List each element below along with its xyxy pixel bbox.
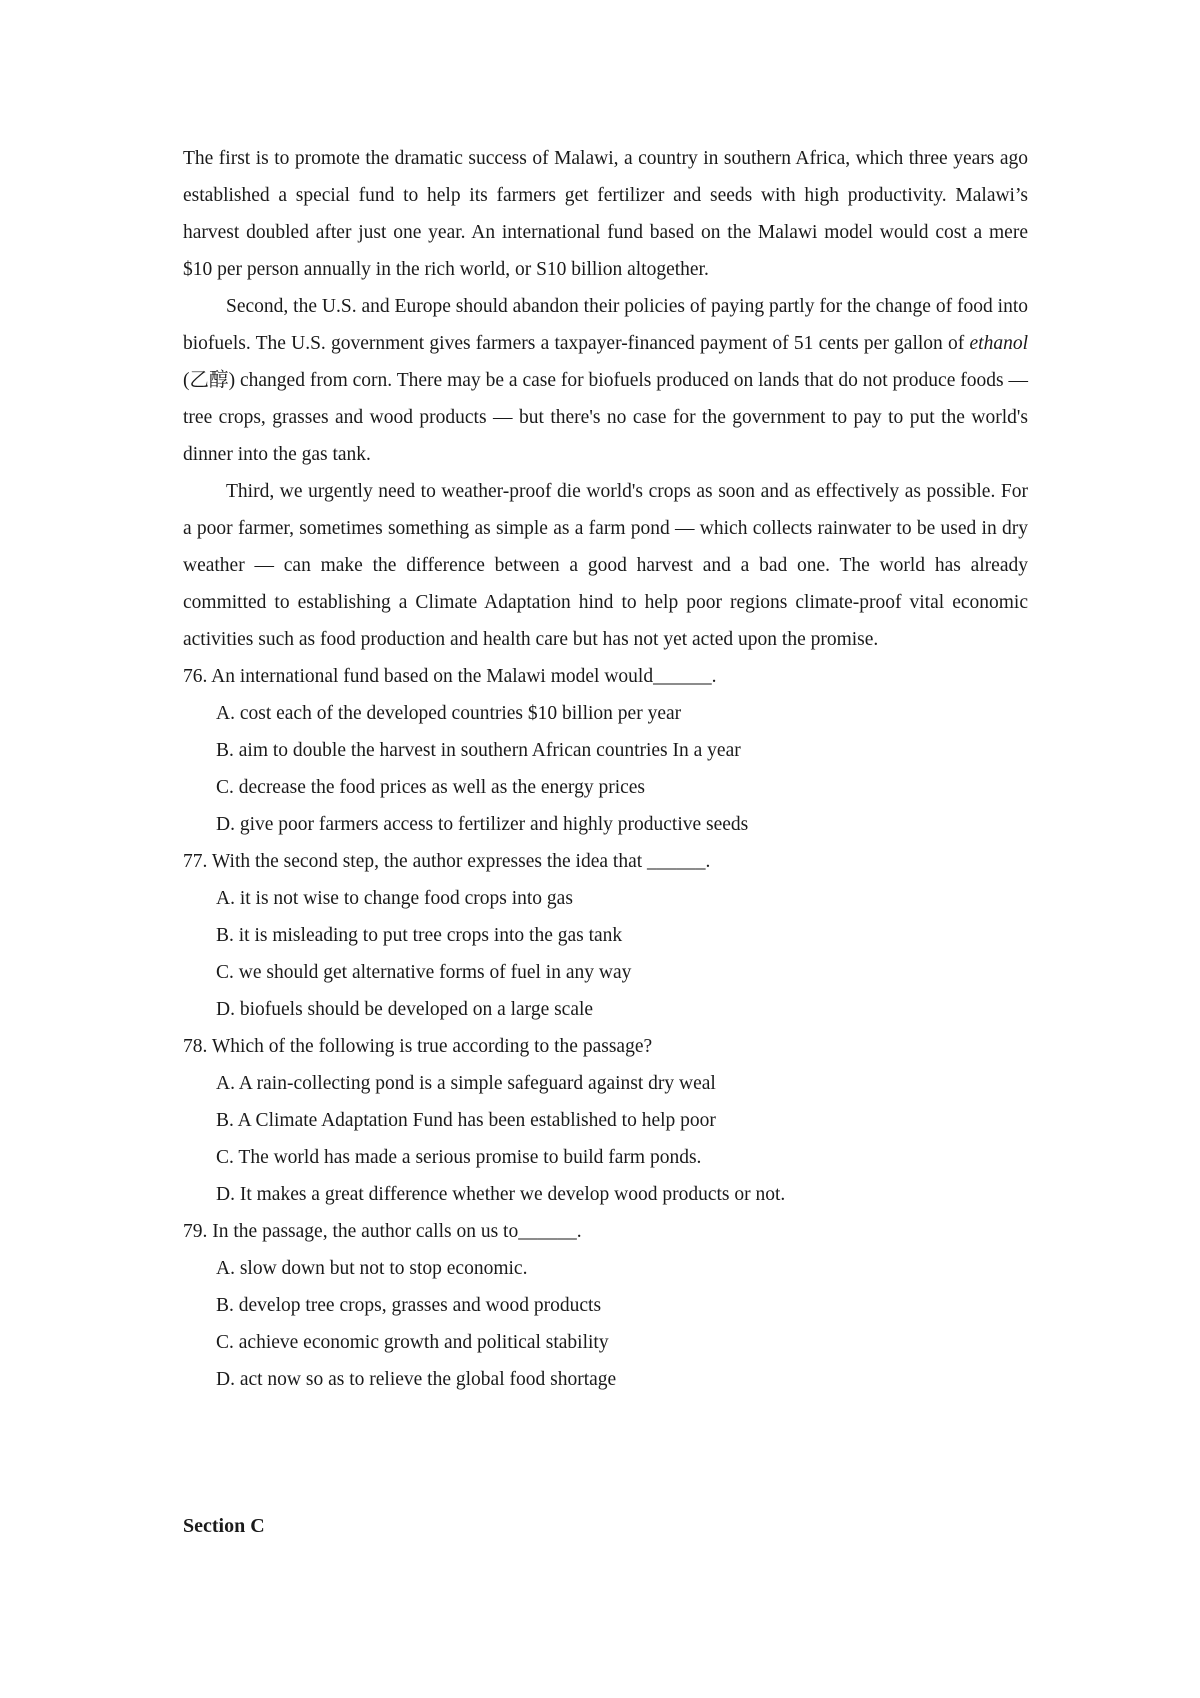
section-heading: Section C bbox=[183, 1515, 265, 1537]
option-c: C. we should get alternative forms of fuel in any way bbox=[216, 962, 632, 983]
document-body bbox=[183, 140, 1028, 1398]
question-stem: 79. In the passage, the author calls on us to______. bbox=[183, 1221, 582, 1242]
paragraph-2-text-start: Second, the U.S. and Europe should abandon their policies of paying partly for the change of food into biofuels. The U.S. government gives farmers a taxpayer-financed payment of 51 cents per gallon of bbox=[183, 296, 1028, 354]
option-d: D. give poor farmers access to fertilizer and highly productive seeds bbox=[216, 814, 749, 835]
question-stem: 76. An international fund based on the Malawi model would______. bbox=[183, 666, 717, 687]
option-b: B. A Climate Adaptation Fund has been established to help poor bbox=[216, 1110, 716, 1131]
question-77 bbox=[183, 843, 1028, 1028]
question-78 bbox=[183, 1028, 1028, 1213]
option-a: A. cost each of the developed countries $10 billion per year bbox=[216, 703, 682, 724]
option-d: D. It makes a great difference whether we develop wood products or not. bbox=[216, 1184, 786, 1205]
option-a: A. slow down but not to stop economic. bbox=[216, 1258, 528, 1279]
option-c: C. achieve economic growth and political stability bbox=[216, 1332, 609, 1353]
option-c: C. The world has made a serious promise to build farm ponds. bbox=[216, 1147, 702, 1168]
option-d: D. act now so as to relieve the global food shortage bbox=[216, 1369, 617, 1390]
passage-paragraph-2 bbox=[183, 288, 1028, 473]
question-stem: 78. Which of the following is true according to the passage? bbox=[183, 1036, 653, 1057]
question-76 bbox=[183, 658, 1028, 843]
question-79 bbox=[183, 1213, 1028, 1398]
paragraph-2-text-end: (乙醇) changed from corn. There may be a case for biofuels produced on lands that do not produce foods — tree crops, grasses and wood products — but there's no case for the government to pay to put the world's dinner into the gas tank. bbox=[183, 370, 1028, 465]
option-b: B. develop tree crops, grasses and wood products bbox=[216, 1295, 602, 1316]
option-b: B. aim to double the harvest in southern African countries In a year bbox=[216, 740, 741, 761]
option-b: B. it is misleading to put tree crops into the gas tank bbox=[216, 925, 623, 946]
ethanol-term: ethanol bbox=[969, 333, 1028, 354]
passage-paragraph-3: Third, we urgently need to weather-proof die world's crops as soon and as effectively as possible. For a poor farmer, sometimes something as simple as a farm pond — which collects rainwater to be used in dry weather — can make the difference between a good harvest and a bad one. The world has already committed to establishing a Climate Adaptation hind to help poor regions climate-proof vital economic activities such as food production and health care but has not yet acted upon the promise. bbox=[183, 481, 1028, 650]
option-a: A. it is not wise to change food crops into gas bbox=[216, 888, 573, 909]
passage-paragraph-1: The first is to promote the dramatic success of Malawi, a country in southern Africa, which three years ago established a special fund to help its farmers get fertilizer and seeds with high productivity. Malawi’s harvest doubled after just one year. An international fund based on the Malawi model would cost a mere $10 per person annually in the rich world, or S10 billion altogether. bbox=[183, 148, 1028, 280]
option-d: D. biofuels should be developed on a large scale bbox=[216, 999, 594, 1020]
option-a: A. A rain-collecting pond is a simple safeguard against dry weal bbox=[216, 1073, 716, 1094]
option-c: C. decrease the food prices as well as the energy prices bbox=[216, 777, 646, 798]
question-stem: 77. With the second step, the author expresses the idea that ______. bbox=[183, 851, 711, 872]
